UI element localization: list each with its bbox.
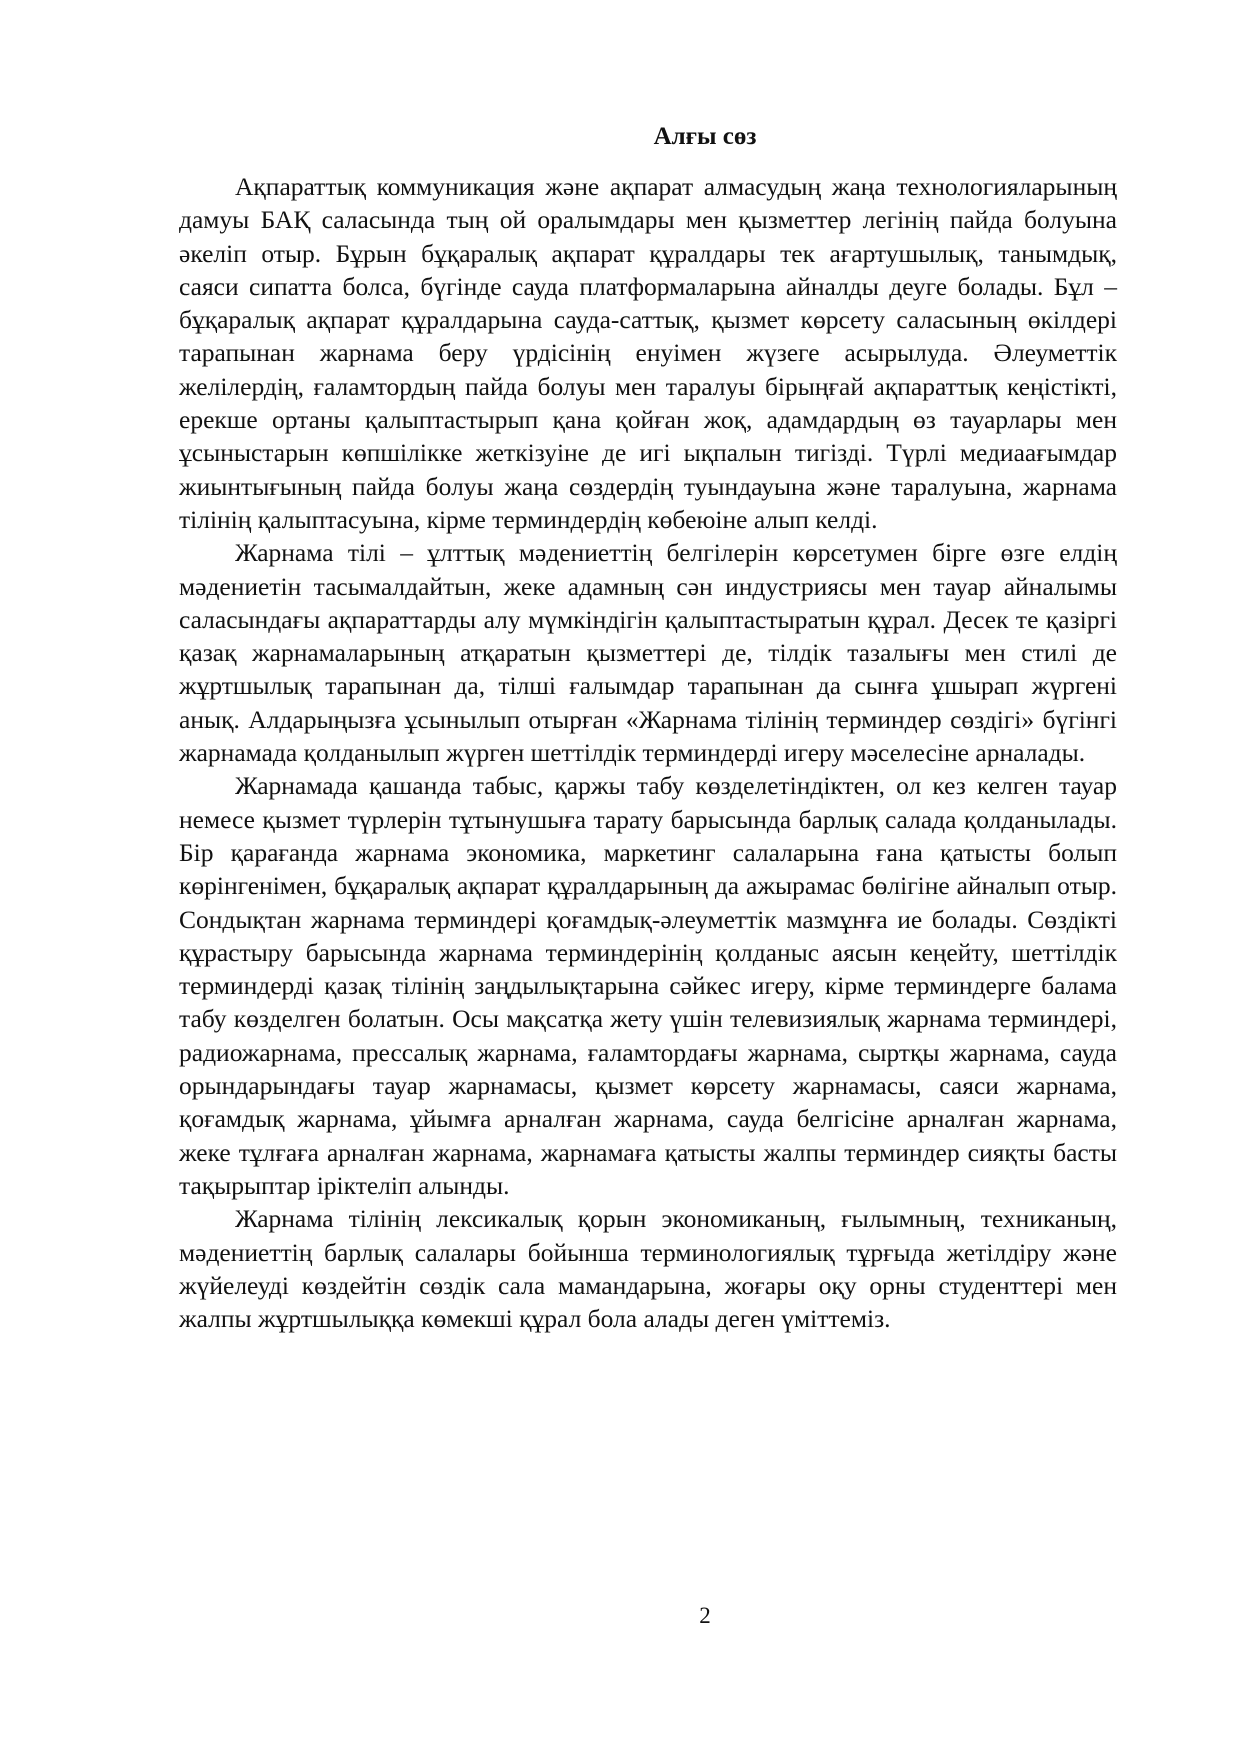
paragraph-2: Жарнама тілі – ұлттық мәдениеттің белгілерін көрсетумен бірге өзге елдің мәдениетін тасымалдайтын, жеке адамның сән индустриясы мен тауар айналымы саласындағы ақпараттарды алу мүмкіндігін қалыптастыратын құрал. Десек те қазіргі қазақ жарнамаларының атқаратын қызметтері де, тілдік тазалығы мен стилі де жұртшылық тарапынан да, тілші ғалымдар тарапынан да сынға ұшырап жүргені анық. Алдарыңызға ұсынылып отырған «Жарнама тілінің терминдер сөздігі» бүгінгі жарнамада қолданылып жүрген шеттілдік терминдерді игеру мәселесіне арналады.	[179, 538, 1117, 768]
paragraph-4: Жарнама тілінің лексикалық қорын экономиканың, ғылымның, техниканың, мәдениеттің барлық салалары бойынша терминологиялық тұрғыда жетілдіру және жүйелеуді көздейтін сөздік сала мамандарына, жоғары оқу орны студенттері мен жалпы жұртшылыққа көмекші құрал бола алады деген үміттеміз.	[179, 1204, 1117, 1334]
page-title: Алғы сөз	[653, 123, 757, 150]
body-text	[179, 170, 1117, 1335]
paragraph-1: Ақпараттық коммуникация және ақпарат алмасудың жаңа технологияларының дамуы БАҚ саласында тың ой оралымдары мен қызметтер легінің пайда болуына әкеліп отыр. Бұрын бұқаралық ақпарат құралдары тек ағартушылық, танымдық, саяси сипатта болса, бүгінде сауда платформаларына айналды деуге болады. Бұл – бұқаралық ақпарат құралдарына сауда-саттық, қызмет көрсету саласының өкілдері тарапынан жарнама беру үрдісінің енуімен жүзеге асырылуда. Әлеуметтік желілердің, ғаламтордың пайда болуы мен таралуы бірыңғай ақпараттық кеңістікті, ерекше ортаны қалыптастырып қана қойған жоқ, адамдардың өз тауарлары мен ұсыныстарын көпшілікке жеткізуіне де игі ықпалын тигізді. Түрлі медиаағымдар жиынтығының пайда болуы жаңа сөздердің туындауына және таралуына, жарнама тілінің қалыптасуына, кірме терминдердің көбеюіне алып келді.	[179, 172, 1117, 534]
paragraph-3: Жарнамада қашанда табыс, қаржы табу көзделетіндіктен, ол кез келген тауар немесе қызмет түрлерін тұтынушыға тарату барысында барлық салада қолданылады. Бір қарағанда жарнама экономика, маркетинг салаларына ғана қатысты болып көрінгенімен, бұқаралық ақпарат құралдарының да ажырамас бөлігіне айналып отыр. Сондықтан жарнама терминдері қоғамдық-әлеуметтік мазмұнға ие болады. Сөздікті құрастыру барысында жарнама терминдерінің қолданыс аясын кеңейту, шеттілдік терминдерді қазақ тілінің заңдылықтарына сәйкес игеру, кірме терминдерге балама табу көзделген болатын. Осы мақсатқа жету үшін телевизиялық жарнама терминдері, радиожарнама, прессалық жарнама, ғаламтордағы жарнама, сыртқы жарнама, сауда орындарындағы тауар жарнамасы, қызмет көрсету жарнамасы, саяси жарнама, қоғамдық жарнама, ұйымға арналған жарнама, сауда белгісіне арналған жарнама, жеке тұлғаға арналған жарнама, жарнамаға қатысты жалпы терминдер сияқты басты тақырыптар іріктеліп алынды.	[179, 771, 1117, 1200]
page-number: 2	[699, 1603, 711, 1628]
